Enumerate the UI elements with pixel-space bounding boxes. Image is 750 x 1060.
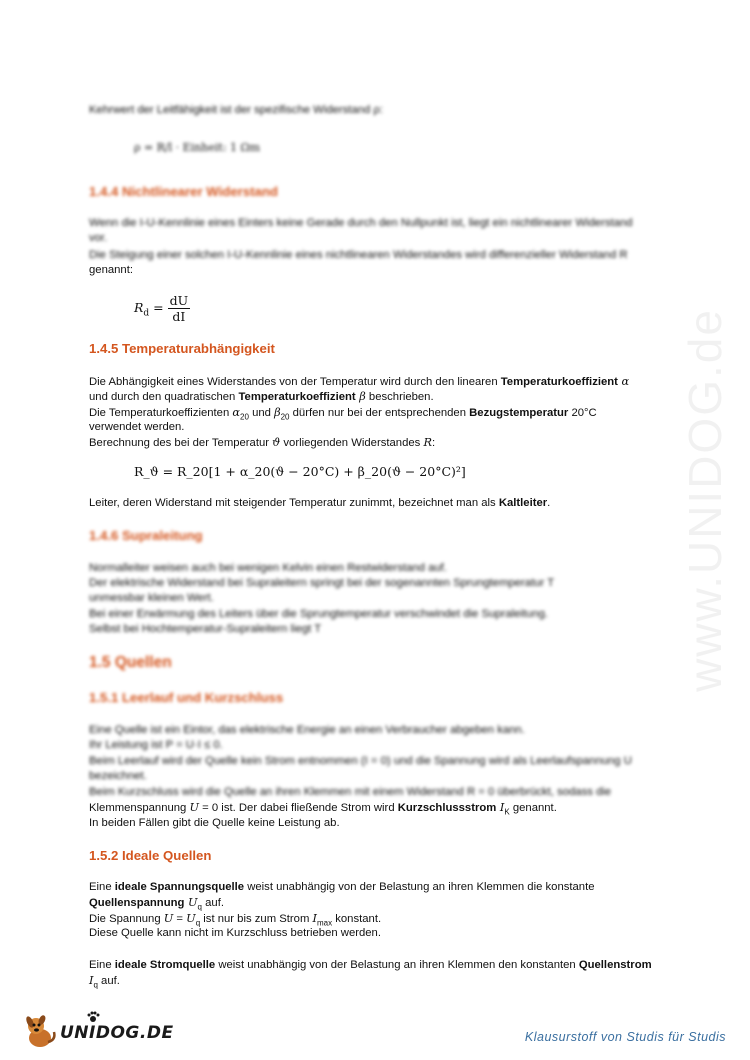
- text-line: Die Spannung $U = U_q$ ist nur bis zum Strom $I_{max}$ konstant.: [89, 912, 382, 928]
- text-line: bezeichnet.: [89, 770, 147, 782]
- text-line: Beim Leerlauf wird der Quelle kein Strom entnommen (I = 0) und die Spannung wird als Leerlaufspannung U: [89, 755, 632, 767]
- text-line: Quellenspannung $U_q$ auf.: [89, 896, 224, 912]
- heading-1-4-6: 1.4.6 Supraleitung: [89, 528, 203, 543]
- text-line: Eine ideale Stromquelle weist unabhängig von der Belastung an ihren Klemmen den konstanten Quellenstrom: [89, 959, 652, 971]
- text-line: Leiter, deren Widerstand mit steigender Temperatur zunimmt, bezeichnet man als Kaltleiter.: [89, 497, 551, 509]
- dog-icon: [22, 1012, 62, 1052]
- heading-1-4-4: 1.4.4 Nichtlinearer Widerstand: [89, 184, 278, 199]
- text-line: Wenn die I-U-Kennlinie eines Einters keine Gerade durch den Nullpunkt ist, liegt ein nichtlinearer Widerstand: [89, 217, 633, 229]
- text-line: Bei einer Erwärmung des Leiters über die Sprungtemperatur verschwindet die Supraleitung.: [89, 608, 549, 620]
- text-line: In beiden Fällen gibt die Quelle keine Leistung ab.: [89, 817, 340, 829]
- text-line: Selbst bei Hochtemperatur-Supraleitern liegt T: [89, 623, 322, 635]
- paw-icon: [86, 1010, 100, 1024]
- text-line: Berechnung des bei der Temperatur ϑ vorliegenden Widerstandes R:: [89, 436, 436, 449]
- text-line: Normalleiter weisen auch bei wenigen Kelvin einen Restwiderstand auf.: [89, 562, 447, 574]
- text-line: Klemmenspannung U = 0 ist. Der dabei fließende Strom wird Kurzschlussstrom $I_K$ genannt.: [89, 801, 557, 817]
- heading-1-4-5: 1.4.5 Temperaturabhängigkeit: [89, 341, 275, 356]
- text-line: unmessbar kleinen Wert.: [89, 592, 214, 604]
- formula-differential-resistance: $R_d$ = $\frac{dU}{dI}$: [134, 293, 189, 324]
- footer-tagline: Klausurstoff von Studis für Studis: [524, 1030, 726, 1044]
- text-line: verwendet werden.: [89, 421, 185, 433]
- text-line: Ihr Leistung ist P = U·I ≤ 0.: [89, 739, 223, 751]
- text-line: Kehrwert der Leitfähigkeit ist der spezifische Widerstand ρ:: [89, 104, 384, 116]
- heading-1-5-2: 1.5.2 Ideale Quellen: [89, 848, 212, 863]
- text-line: Die Temperaturkoeffizienten $\alpha_{20}$ und $\beta_{20}$ dürfen nur bei der entsprechenden Bezugstemperatur 20°C: [89, 406, 597, 422]
- text-line: Der elektrische Widerstand bei Supraleitern springt bei der sogenannten Sprungtemperatur T: [89, 577, 555, 589]
- text-line: und durch den quadratischen Temperaturkoeffizient β beschrieben.: [89, 390, 434, 403]
- formula-temperature-resistance: R_ϑ = R_20[1 + α_20(ϑ − 20°C) + β_20(ϑ − 20°C)²]: [134, 464, 466, 479]
- text-line: Eine ideale Spannungsquelle weist unabhängig von der Belastung an ihren Klemmen die konstante: [89, 881, 595, 893]
- watermark: www.UNIDOG.de: [679, 308, 731, 692]
- heading-1-5-1: 1.5.1 Leerlauf und Kurzschluss: [89, 690, 284, 705]
- heading-1-5: 1.5 Quellen: [89, 654, 172, 671]
- unidog-logo[interactable]: [22, 1012, 174, 1052]
- text-line: Die Abhängigkeit eines Widerstandes von der Temperatur wird durch den linearen Temperaturkoeffizient α: [89, 375, 630, 388]
- formula-rho: ρ = R/l · Einheit: 1 Ωm: [134, 141, 261, 154]
- text-line: Eine Quelle ist ein Eintor, das elektrische Energie an einen Verbraucher abgeben kann.: [89, 724, 525, 736]
- text-line: genannt:: [89, 264, 133, 276]
- text-line: $I_q$ auf.: [89, 974, 120, 990]
- logo-text: UNIDOG.DE: [60, 1023, 174, 1043]
- text-line: vor.: [89, 232, 108, 244]
- text-line: Die Steigung einer solchen I-U-Kennlinie eines nichtlinearen Widerstandes wird differenzieller Widerstand R: [89, 249, 628, 261]
- text-line: Beim Kurzschluss wird die Quelle an ihren Klemmen mit einem Widerstand R = 0 überbrückt, sodass die: [89, 786, 612, 798]
- text-line: Diese Quelle kann nicht im Kurzschluss betrieben werden.: [89, 927, 381, 939]
